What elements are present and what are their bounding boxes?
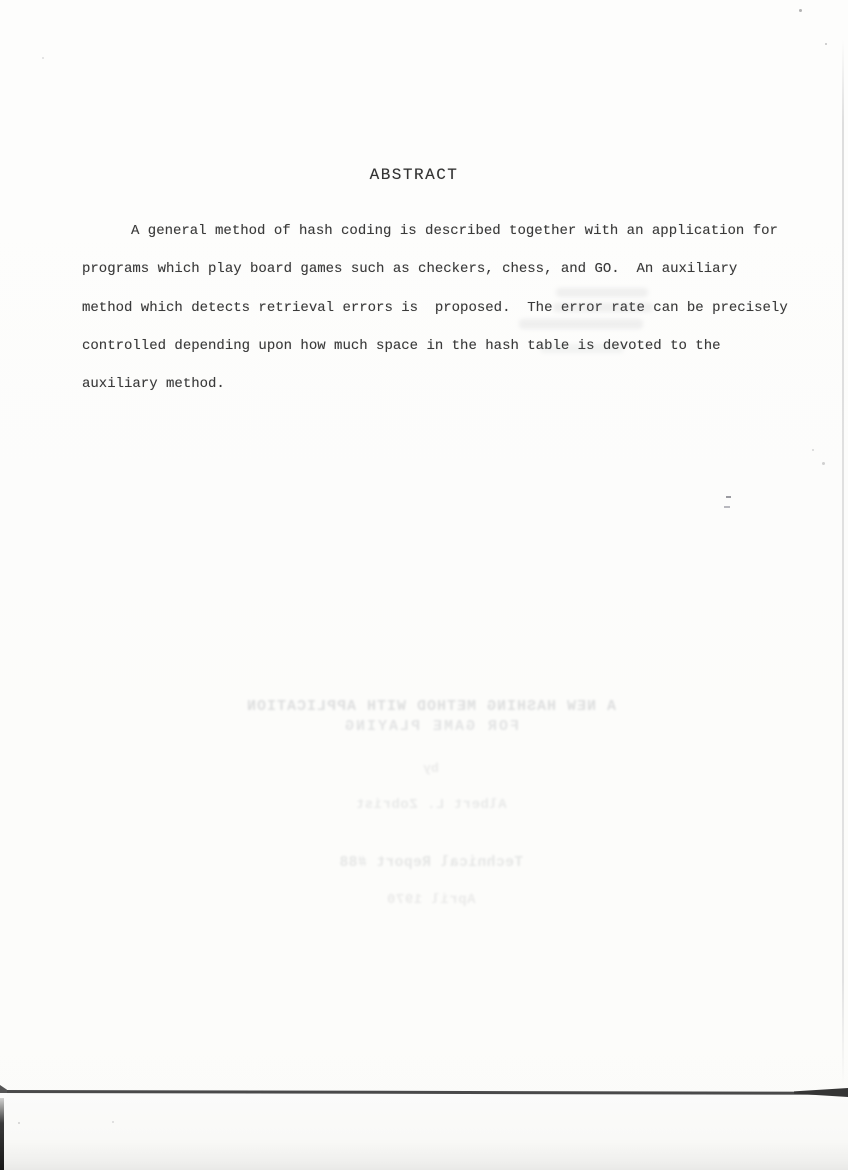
scanner-left-edge-stripe — [0, 1098, 4, 1170]
bleedthrough-title-line-2: FOR GAME PLAYING — [342, 718, 520, 735]
bleedthrough-author: Albert L. Zobrist — [355, 797, 507, 813]
scanner-bed-area — [0, 1093, 848, 1170]
ink-mark — [726, 496, 731, 498]
dust-speck — [825, 43, 827, 45]
dust-speck — [799, 9, 802, 12]
page-edge-shadow-tick — [0, 1085, 7, 1093]
dust-speck — [42, 57, 44, 59]
bleedthrough-title-line-1: A NEW HASHING METHOD WITH APPLICATION — [245, 698, 617, 715]
abstract-heading: ABSTRACT — [369, 166, 459, 184]
abstract-line: A general method of hash coding is described together with an application for — [131, 223, 778, 239]
scanner-edge-artifact-line — [842, 40, 844, 1085]
abstract-line: controlled depending upon how much space in the hash table is devoted to the — [82, 337, 721, 354]
abstract-line: method which detects retrieval errors is proposed. The error rate can be precisely — [82, 299, 788, 316]
bleedthrough-date: April 1970 — [386, 892, 476, 908]
bleedthrough-byline: by — [423, 761, 439, 776]
abstract-line: programs which play board games such as checkers, chess, and GO. An auxiliary — [82, 261, 738, 278]
dust-speck — [812, 449, 814, 451]
abstract-paragraph — [82, 212, 822, 403]
dust-speck — [822, 462, 825, 465]
ink-mark — [724, 506, 730, 508]
bleedthrough-report-number: Technical Report #88 — [338, 855, 524, 871]
abstract-line: auxiliary method. — [82, 376, 225, 393]
